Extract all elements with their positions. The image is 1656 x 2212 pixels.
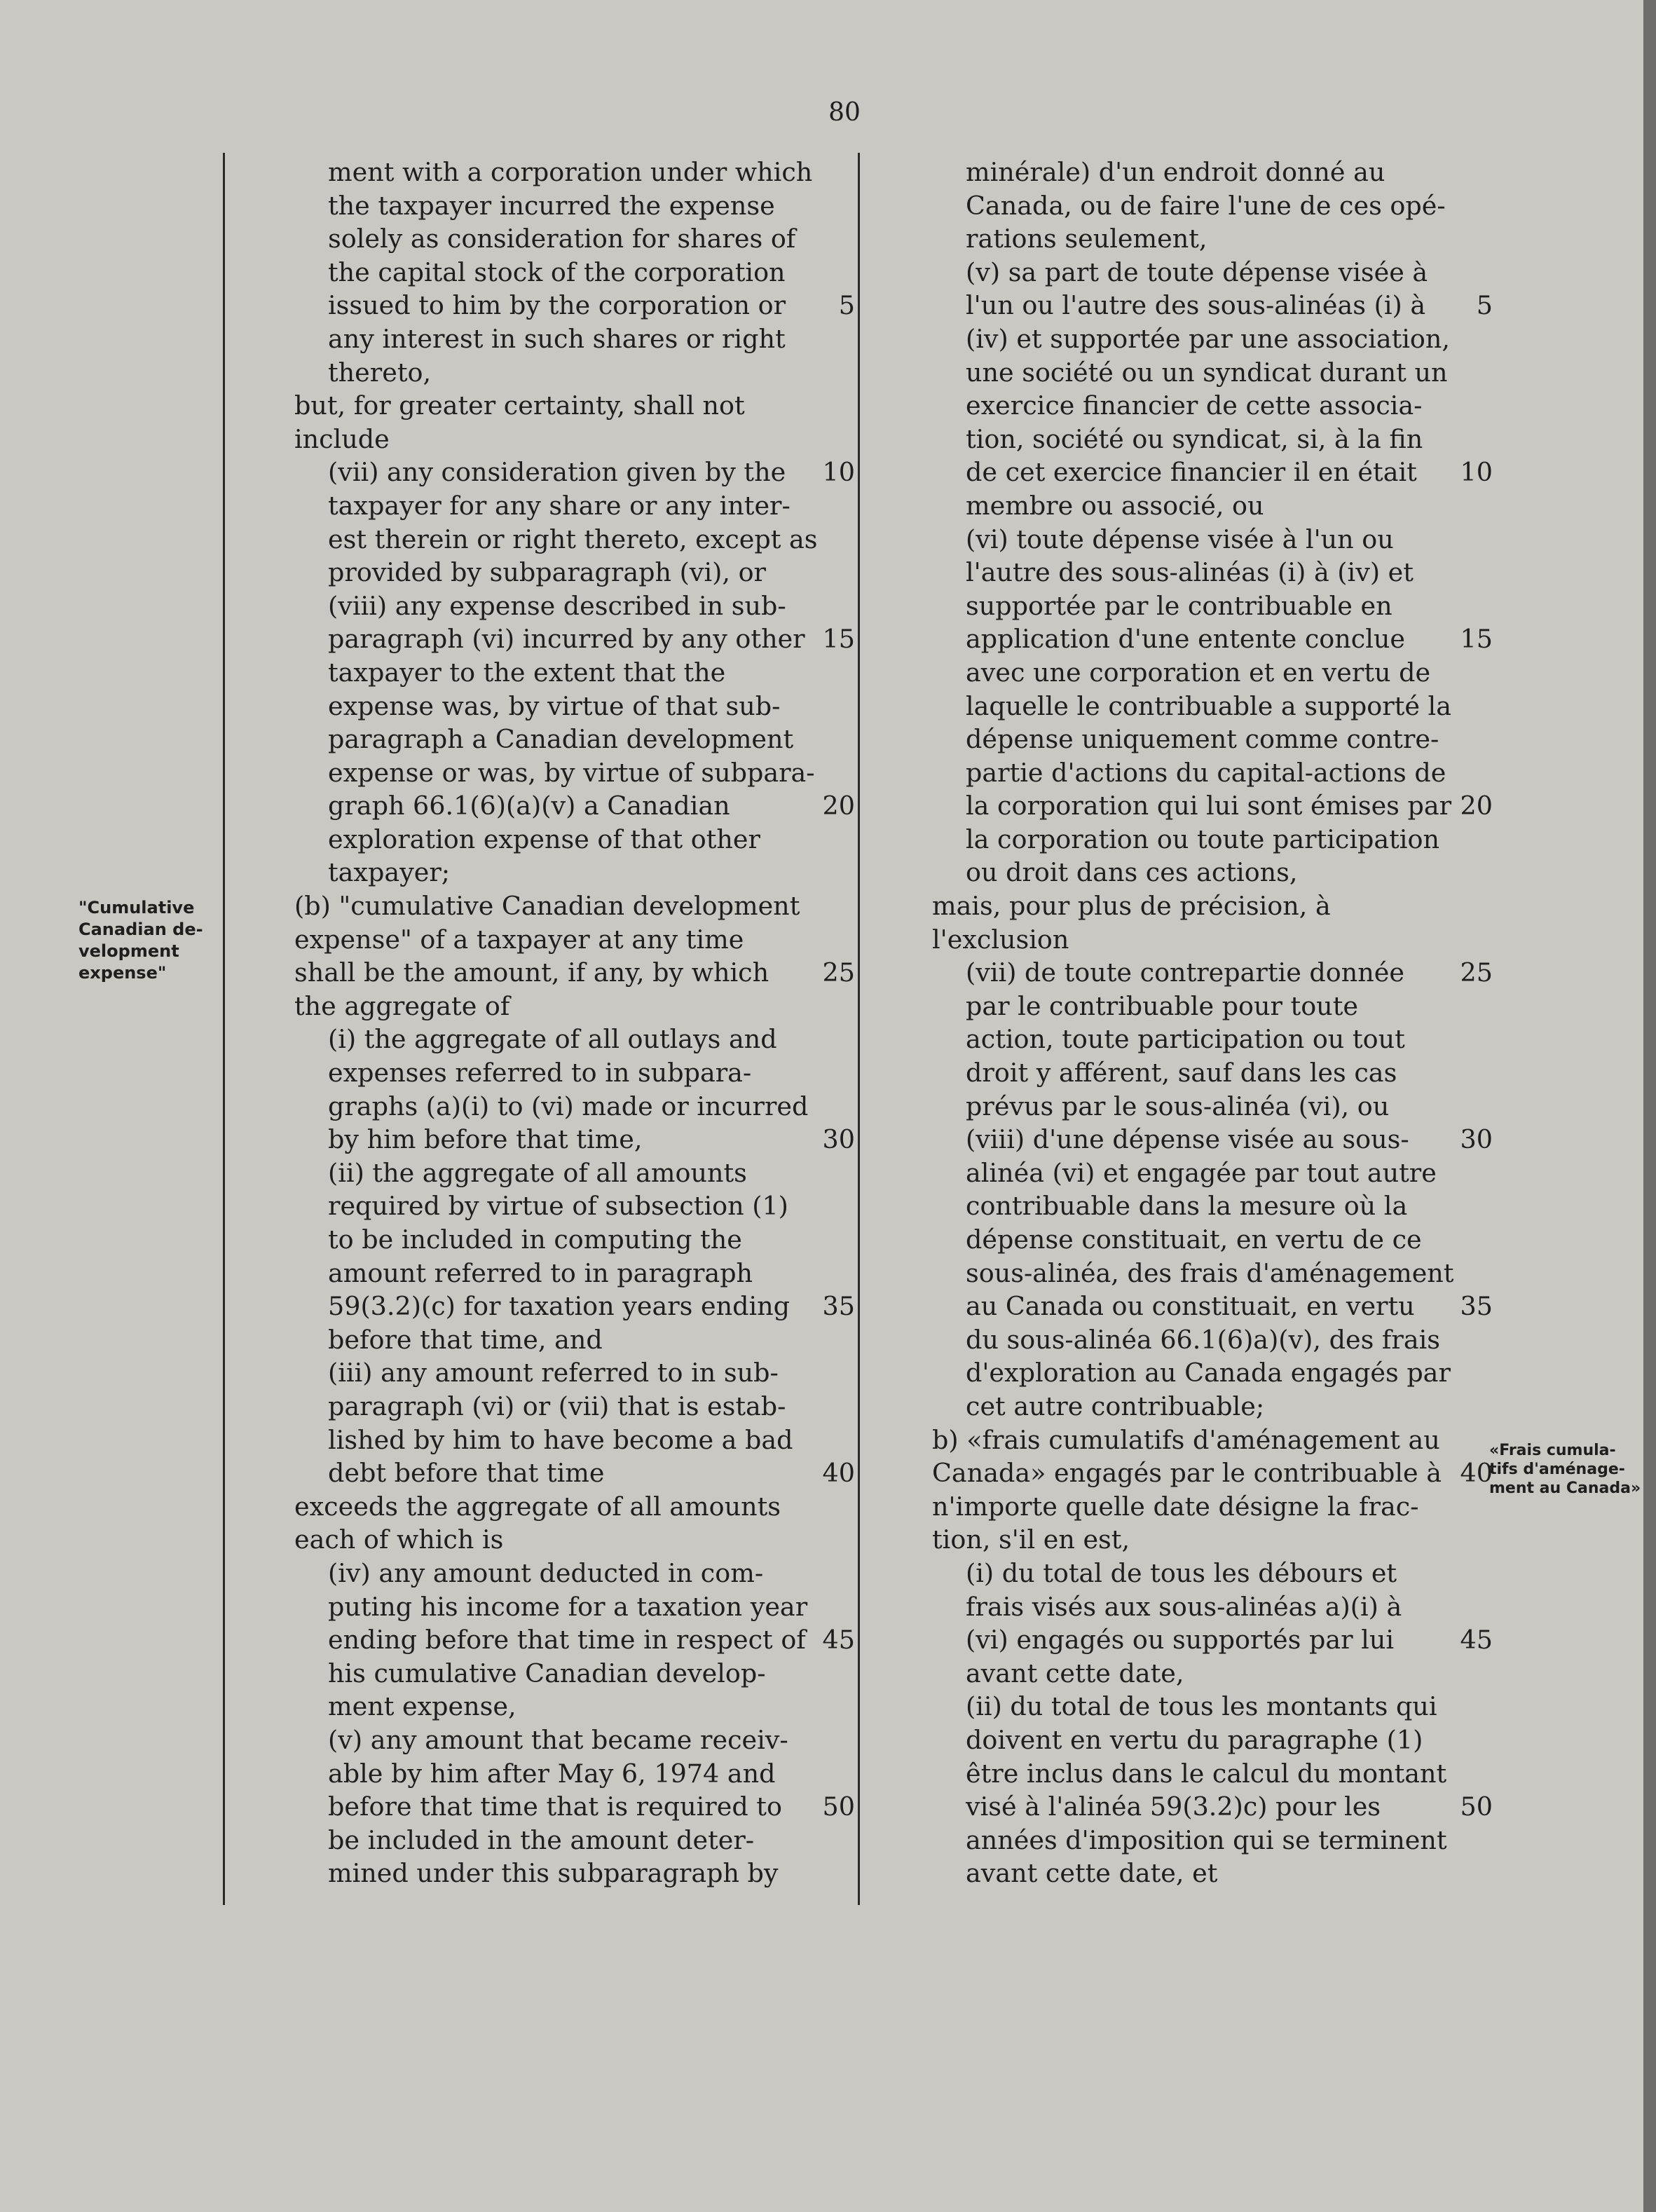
line-text: Canada, ou de faire l'une de ces opé- [966,190,1446,221]
margin-note-line: "Cumulative [78,898,195,917]
text-line [294,1424,855,1457]
text-line [294,956,855,990]
text-line [294,389,855,423]
line-text: graphs (a)(i) to (vi) made or incurred [328,1091,809,1121]
text-line [294,1690,855,1723]
line-text: provided by subparagraph (vi), or [328,557,766,588]
text-line [294,1090,855,1124]
line-text: mais, pour plus de précision, à [932,891,1331,922]
line-text: (vi) engagés ou supportés par lui [966,1625,1395,1655]
left-column-rule [223,153,225,1905]
text-line [294,1824,855,1857]
line-text: exploration expense of that other [328,824,760,854]
line-text: mined under this subparagraph by [328,1858,779,1889]
margin-note-line: velopment [78,941,179,961]
text-line [932,990,1493,1023]
line-text: (iv) any amount deducted in com- [328,1557,764,1588]
line-text: to be included in computing the [328,1224,742,1255]
text-line [294,156,855,189]
line-text: la corporation qui lui sont émises par [966,791,1452,821]
text-line [932,1757,1493,1791]
line-text: ending before that time in respect of [328,1625,806,1655]
line-text: the aggregate of [294,990,510,1021]
text-line [932,322,1493,356]
text-line [932,1156,1493,1190]
line-text: debt before that time [328,1458,605,1489]
line-text: prévus par le sous-alinéa (vi), ou [966,1091,1390,1121]
line-number: 20 [822,791,855,821]
text-line [294,1223,855,1257]
line-text: l'exclusion [932,924,1069,955]
line-text: (vi) toute dépense visée à l'un ou [966,524,1394,554]
text-line [932,1456,1493,1490]
line-text: solely as consideration for shares of [328,224,796,254]
line-number: 30 [822,1124,855,1155]
text-line [932,489,1493,523]
text-line [294,256,855,289]
margin-note-line: tifs d'aménage- [1489,1461,1625,1478]
line-text: (iii) any amount referred to in sub- [328,1358,779,1388]
text-line [294,1023,855,1056]
line-text: partie d'actions du capital-actions de [966,757,1446,788]
text-line [932,1123,1493,1156]
line-number: 10 [822,457,855,488]
line-text: (ii) du total de tous les montants qui [966,1691,1437,1722]
text-line [294,723,855,756]
text-line [294,423,855,456]
text-line [932,1090,1493,1124]
text-line [932,1056,1493,1090]
line-text: l'autre des sous-alinéas (i) à (iv) et [966,557,1414,588]
line-text: (b) "cumulative Canadian development [294,891,800,922]
text-line [932,1023,1493,1056]
text-line [932,1523,1493,1557]
line-number: 20 [1460,791,1493,821]
text-line [294,1456,855,1490]
text-line [932,1657,1493,1691]
line-text: Canada» engagés par le contribuable à [932,1458,1442,1489]
text-line [932,756,1493,790]
line-text: thereto, [328,357,432,388]
text-line [294,489,855,523]
text-line [294,222,855,256]
text-line [294,1657,855,1691]
line-text: each of which is [294,1524,504,1555]
text-line [294,1490,855,1524]
text-line [932,723,1493,756]
text-line [932,1623,1493,1657]
line-text: taxpayer; [328,857,451,888]
text-line [294,1757,855,1791]
text-line [294,1523,855,1557]
line-text: taxpayer to the extent that the [328,657,726,688]
text-line [932,889,1493,923]
text-line [294,990,855,1023]
text-line [932,1390,1493,1424]
margin-note-french [1489,1441,1645,1498]
text-line [932,1189,1493,1223]
line-text: his cumulative Canadian develop- [328,1658,766,1688]
text-line [294,622,855,656]
line-text: before that time that is required to [328,1791,782,1822]
line-text: dépense constituait, en vertu de ce [966,1224,1422,1255]
text-line [294,1390,855,1424]
line-number: 10 [1460,457,1493,488]
text-line [932,856,1493,889]
text-line [294,1557,855,1590]
line-text: by him before that time, [328,1124,643,1155]
text-line [932,589,1493,623]
line-number: 35 [822,1291,855,1322]
text-line [294,756,855,790]
line-text: ment expense, [328,1691,516,1722]
text-line [932,1557,1493,1590]
line-text: paragraph (vi) or (vii) that is estab- [328,1391,786,1421]
line-text: (i) du total de tous les débours et [966,1557,1397,1588]
margin-note-line: expense" [78,963,167,983]
line-text: exceeds the aggregate of all amounts [294,1491,781,1522]
text-line [932,823,1493,856]
page-edge [1643,0,1656,2212]
text-line [932,222,1493,256]
text-line [294,1123,855,1156]
line-text: paragraph (vi) incurred by any other [328,624,805,655]
text-line [294,1257,855,1290]
line-text: d'exploration au Canada engagés par [966,1358,1451,1388]
line-number: 15 [1460,624,1493,655]
text-line [932,656,1493,690]
center-column-rule [858,153,860,1905]
line-text: avant cette date, et [966,1858,1218,1889]
text-line [294,1623,855,1657]
text-line [932,789,1493,823]
line-number: 15 [822,624,855,655]
line-text: before that time, and [328,1324,603,1355]
line-text: la corporation ou toute participation [966,824,1439,854]
line-text: any interest in such shares or right [328,323,786,354]
text-line [294,690,855,723]
line-text: expenses referred to in subpara- [328,1058,752,1088]
text-line [932,356,1493,390]
text-line [294,589,855,623]
line-text: be included in the amount deter- [328,1824,755,1855]
text-line [294,1056,855,1090]
text-line [932,1857,1493,1890]
line-text: action, toute participation ou tout [966,1024,1405,1055]
line-number: 45 [1460,1625,1493,1655]
line-number: 45 [822,1625,855,1655]
text-line [932,156,1493,189]
text-line [932,1356,1493,1390]
line-text: (vii) de toute contrepartie donnée [966,957,1404,988]
text-line [932,256,1493,289]
text-line [294,556,855,589]
line-text: b) «frais cumulatifs d'aménagement au [932,1424,1440,1455]
text-line [932,1723,1493,1757]
text-line [932,690,1493,723]
line-text: shall be the amount, if any, by which [294,957,769,988]
line-text: expense or was, by virtue of subpara- [328,757,815,788]
text-line [932,1490,1493,1524]
line-text: doivent en vertu du paragraphe (1) [966,1724,1423,1755]
line-text: ment with a corporation under which [328,157,813,187]
text-line [294,923,855,957]
margin-note-line: «Frais cumula- [1489,1442,1616,1459]
line-number: 25 [822,957,855,988]
line-text: une société ou un syndicat durant un [966,357,1448,388]
text-line [294,356,855,390]
line-text: être inclus dans le calcul du montant [966,1758,1447,1789]
text-line [294,523,855,557]
line-text: puting his income for a taxation year [328,1591,808,1622]
line-text: n'importe quelle date désigne la frac- [932,1491,1419,1522]
line-text: droit y afférent, sauf dans les cas [966,1058,1397,1088]
text-line [294,1857,855,1890]
line-text: (viii) any expense described in sub- [328,590,786,621]
line-text: (v) any amount that became receiv- [328,1724,788,1755]
line-text: sous-alinéa, des frais d'aménagement [966,1257,1454,1288]
line-text: frais visés aux sous-alinéas a)(i) à [966,1591,1402,1622]
line-text: 59(3.2)(c) for taxation years ending [328,1291,791,1322]
line-text: (ii) the aggregate of all amounts [328,1157,747,1188]
text-line [932,189,1493,223]
line-text: est therein or right thereto, except as [328,524,818,554]
text-line [294,289,855,322]
text-line [932,1424,1493,1457]
line-text: include [294,423,390,454]
text-line [932,1824,1493,1857]
line-text: avant cette date, [966,1658,1184,1688]
line-text: but, for greater certainty, shall not [294,390,745,421]
line-number: 50 [1460,1791,1493,1822]
text-line [294,656,855,690]
text-line [932,1323,1493,1357]
line-number: 25 [1460,957,1493,988]
text-line [932,456,1493,489]
line-text: cet autre contribuable; [966,1391,1265,1421]
text-line [932,1690,1493,1723]
text-line [294,789,855,823]
line-number: 40 [1460,1458,1493,1489]
text-line [932,956,1493,990]
margin-note-english [78,897,212,984]
text-line [932,389,1493,423]
line-text: au Canada ou constituait, en vertu [966,1291,1415,1322]
line-text: lished by him to have become a bad [328,1424,793,1455]
text-line [932,1257,1493,1290]
line-text: application d'une entente conclue [966,624,1405,655]
text-line [294,1723,855,1757]
line-text: alinéa (vi) et engagée par tout autre [966,1157,1437,1188]
line-text: dépense uniquement comme contre- [966,724,1439,755]
line-text: par le contribuable pour toute [966,990,1358,1021]
line-text: avec une corporation et en vertu de [966,657,1431,688]
line-text: expense" of a taxpayer at any time [294,924,744,955]
text-line [294,189,855,223]
line-text: contribuable dans la mesure où la [966,1191,1408,1222]
line-text: the capital stock of the corporation [328,257,786,287]
line-text: tion, s'il en est, [932,1524,1130,1555]
text-line [294,856,855,889]
line-number: 40 [822,1458,855,1489]
text-line [294,1790,855,1824]
text-line [932,556,1493,589]
line-number: 50 [822,1791,855,1822]
page-number: 80 [828,98,861,127]
text-line [294,1590,855,1624]
line-text: (i) the aggregate of all outlays and [328,1024,777,1055]
text-line [294,1290,855,1323]
line-text: tion, société ou syndicat, si, à la fin [966,423,1423,454]
line-text: visé à l'alinéa 59(3.2)c) pour les [966,1791,1381,1822]
line-number: 30 [1460,1124,1493,1155]
text-line [294,1156,855,1190]
line-text: able by him after May 6, 1974 and [328,1758,776,1789]
line-text: required by virtue of subsection (1) [328,1191,788,1222]
line-text: issued to him by the corporation or [328,290,786,321]
line-text: de cet exercice financier il en était [966,457,1417,488]
text-line [294,1323,855,1357]
line-text: années d'imposition qui se terminent [966,1824,1447,1855]
line-text: the taxpayer incurred the expense [328,190,775,221]
line-text: (vii) any consideration given by the [328,457,786,488]
text-line [932,1590,1493,1624]
margin-note-line: ment au Canada» [1489,1480,1641,1497]
text-line [294,823,855,856]
line-text: (iv) et supportée par une association, [966,323,1451,354]
french-column [932,156,1493,1890]
text-line [932,423,1493,456]
line-number: 35 [1460,1291,1493,1322]
line-text: laquelle le contribuable a supporté la [966,690,1451,721]
text-line [294,1356,855,1390]
text-line [294,1189,855,1223]
text-line [294,456,855,489]
line-number: 5 [838,290,855,321]
line-text: (v) sa part de toute dépense visée à [966,257,1428,287]
text-line [294,322,855,356]
text-line [932,923,1493,957]
line-text: rations seulement, [966,224,1207,254]
english-column [294,156,855,1890]
line-text: minérale) d'un endroit donné au [966,157,1385,187]
line-text: l'un ou l'autre des sous-alinéas (i) à [966,290,1426,321]
text-line [932,523,1493,557]
line-number: 5 [1476,290,1493,321]
line-text: exercice financier de cette associa- [966,390,1423,421]
line-text: membre ou associé, ou [966,490,1264,521]
text-line [932,289,1493,322]
line-text: graph 66.1(6)(a)(v) a Canadian [328,791,730,821]
text-line [932,622,1493,656]
line-text: du sous-alinéa 66.1(6)a)(v), des frais [966,1324,1441,1355]
line-text: taxpayer for any share or any inter- [328,490,791,521]
text-line [294,889,855,923]
line-text: supportée par le contribuable en [966,590,1392,621]
line-text: amount referred to in paragraph [328,1257,753,1288]
text-line [932,1290,1493,1323]
line-text: ou droit dans ces actions, [966,857,1298,888]
text-line [932,1223,1493,1257]
line-text: expense was, by virtue of that sub- [328,690,781,721]
line-text: paragraph a Canadian development [328,724,794,755]
line-text: (viii) d'une dépense visée au sous- [966,1124,1409,1155]
margin-note-line: Canadian de- [78,920,203,939]
text-line [932,1790,1493,1824]
